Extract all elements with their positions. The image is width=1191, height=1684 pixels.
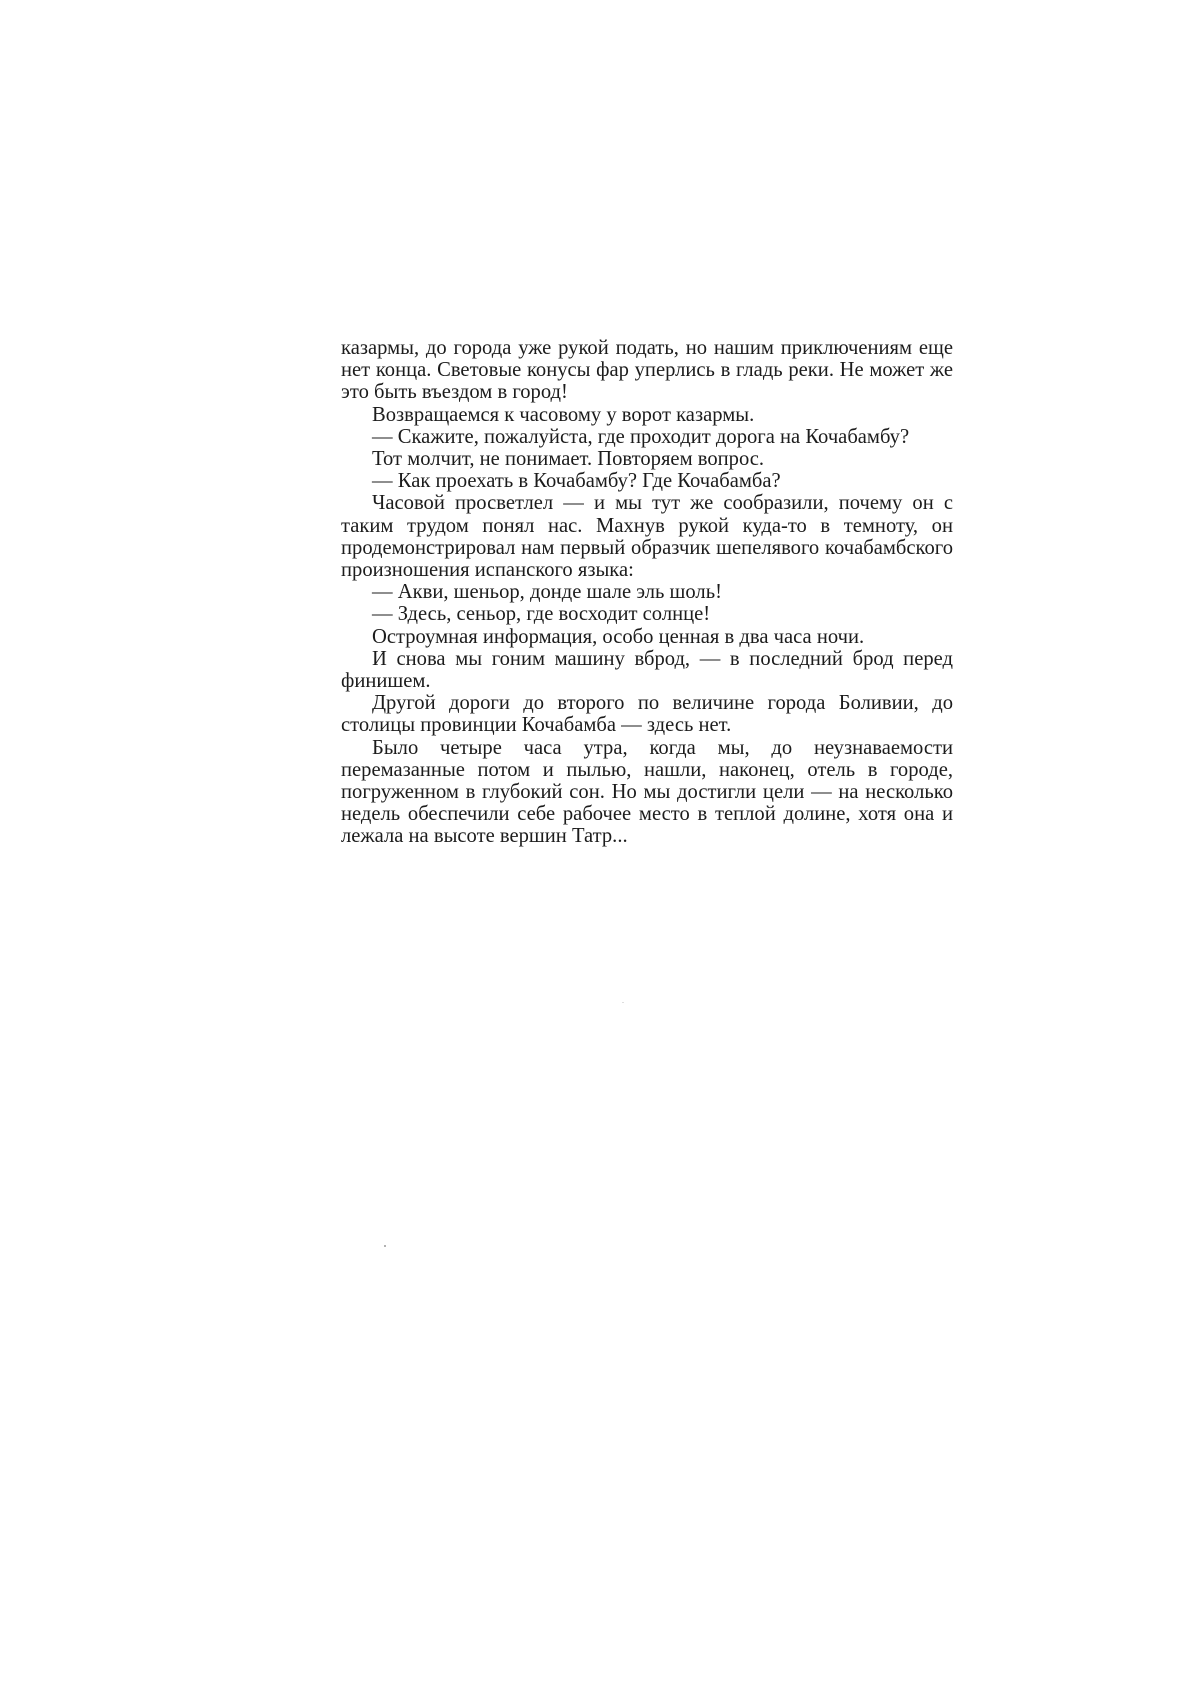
paragraph-1: казармы, до города уже рукой подать, но нашим приключениям еще нет конца. Световые конусы фар уперлись в гладь реки. Не может же это быть въездом в город! [341, 337, 953, 404]
paragraph-9: Остроумная информация, особо ценная в два часа ночи. [372, 625, 865, 648]
paragraph-5: — Как проехать в Кочабамбу? Где Кочабамба? [372, 470, 781, 493]
paragraph-7: — Акви, шеньор, донде шале эль шоль! [372, 581, 722, 604]
paragraph-8: — Здесь, сеньор, где восходит солнце! [372, 603, 711, 626]
scan-speck [384, 1245, 386, 1247]
scan-speck [622, 1002, 624, 1003]
paragraph-6: Часовой просветлел — и мы тут же сообразили, почему он с таким трудом понял нас. Махнув рукой куда-то в темноту, он продемонстрировал нам первый образчик шепелявого кочабамбского произношения испанского языка: [341, 492, 953, 582]
paragraph-12: Было четыре часа утра, когда мы, до неузнаваемости перемазанные потом и пылью, нашли, наконец, отель в городе, погруженном в глубокий сон. Но мы достигли цели — на несколько недель обеспечили себе рабочее место в теплой долине, хотя она и лежала на высоте вершин Татр... [341, 736, 953, 848]
paragraph-3: — Скажите, пожалуйста, где проходит дорога на Кочабамбу? [372, 425, 910, 448]
paragraph-4: Тот молчит, не понимает. Повторяем вопрос. [372, 448, 765, 471]
paragraph-2: Возвращаемся к часовому у ворот казармы. [372, 403, 755, 426]
paragraph-10: И снова мы гоним машину вброд, — в последний брод перед финишем. [341, 647, 953, 693]
paragraph-11: Другой дороги до второго по величине города Боливии, до столицы провинции Кочабамба — здесь нет. [341, 692, 953, 737]
body-text [341, 337, 953, 848]
